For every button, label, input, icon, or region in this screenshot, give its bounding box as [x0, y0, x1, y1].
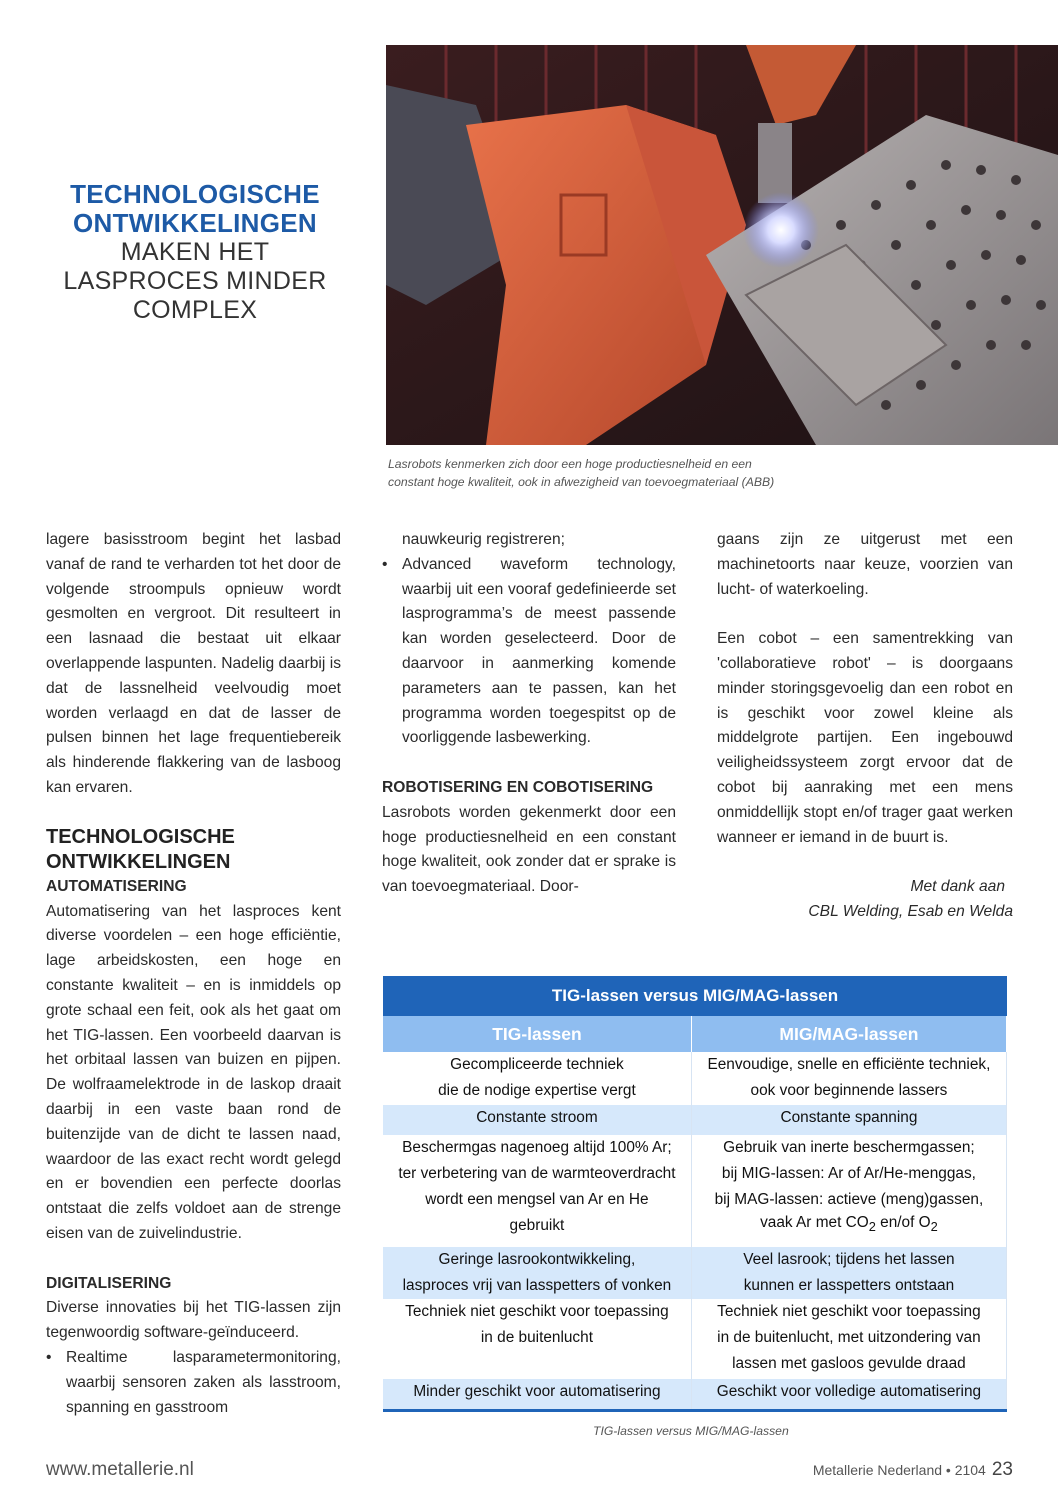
table-cell: [691, 1379, 1006, 1409]
table-cell: [691, 1299, 1006, 1379]
bullet-continuation: nauwkeurig registreren;: [402, 531, 565, 548]
table-header-mig: MIG/MAG-lassen: [691, 1016, 1006, 1052]
section-title: [46, 825, 341, 875]
table-row: [383, 1299, 1007, 1379]
cell-line-formula: vaak Ar met $CO_2$ en/of $O_2$: [760, 1214, 938, 1235]
headline-light-line: COMPLEX: [132, 296, 258, 324]
table-cell: [691, 1052, 1006, 1105]
photo-caption-line: constant hoge kwaliteit, ook in afwezigheid van toevoegmateriaal (ABB): [388, 475, 775, 489]
bullet-list: [382, 553, 676, 751]
robotisering-paragraph: Lasrobots worden gekenmerkt door een hoge productiesnelheid en een constant hoge kwaliteit, ook zonder dat er sprake is van toevoegmateriaal. Door-: [382, 803, 676, 896]
table-cell: [383, 1052, 691, 1105]
cell-line: lassen met gasloos gevulde draad: [732, 1355, 966, 1372]
cell-line: wordt een mengsel van Ar en He: [425, 1191, 649, 1208]
cell-line: Veel lasrook; tijdens het lassen: [743, 1251, 955, 1268]
cell-line: Minder geschikt voor automatisering: [413, 1383, 661, 1400]
table-cell: [691, 1105, 1006, 1135]
table-caption: TIG-lassen versus MIG/MAG-lassen: [593, 1424, 789, 1438]
table-cell: [383, 1135, 691, 1247]
cell-line: in de buitenlucht, met uitzondering van: [717, 1329, 981, 1346]
table-cell: [383, 1299, 691, 1379]
table-row: [383, 1135, 1007, 1247]
column-2: [382, 528, 676, 900]
table-cell: [383, 1247, 691, 1299]
cell-line: Geringe lasrookontwikkeling,: [438, 1251, 636, 1268]
cell-line: Constante spanning: [780, 1109, 918, 1126]
cell-line: ook voor beginnende lassers: [750, 1082, 948, 1099]
cell-line: die de nodige expertise vergt: [438, 1082, 636, 1099]
column-3: [717, 528, 1013, 925]
digitalisering-paragraph: Diverse innovaties bij het TIG-lassen zijn tegenwoordig software-geïnduceerd.: [46, 1299, 341, 1342]
cell-line: lasproces vrij van lasspetters of vonken: [402, 1277, 672, 1294]
headline-bold-line: TECHNOLOGISCHE: [70, 179, 320, 209]
cell-line: Constante stroom: [476, 1109, 598, 1126]
table-header-tig: TIG-lassen: [383, 1016, 691, 1052]
cell-line: in de buitenlucht: [480, 1329, 593, 1346]
cell-line: Eenvoudige, snelle en efficiënte techniek,: [707, 1056, 991, 1073]
cell-line: kunnen er lasspetters ontstaan: [743, 1277, 955, 1294]
table-row: [383, 1247, 1007, 1299]
digitalisering-heading: DIGITALISERING: [46, 1274, 172, 1292]
cell-line: gebruikt: [509, 1217, 565, 1234]
cell-line: Geschikt voor volledige automatisering: [716, 1383, 982, 1400]
headline-light-line: LASPROCES MINDER: [63, 267, 327, 295]
comparison-table: [383, 976, 1007, 1412]
cell-line: Gecompliceerde techniek: [450, 1056, 624, 1073]
headline-bold-line: ONTWIKKELINGEN: [73, 208, 317, 238]
cell-line: ter verbetering van de warmteoverdracht: [398, 1165, 676, 1182]
robotisering-heading: ROBOTISERING EN COBOTISERING: [382, 778, 654, 796]
welding-robot-photo: [386, 45, 1058, 445]
cell-line: Techniek niet geschikt voor toepassing: [717, 1303, 981, 1320]
cell-line: bij MIG-lassen: Ar of Ar/He-menggas,: [721, 1165, 976, 1182]
photo-caption: [388, 455, 888, 491]
magazine-issue: Metallerie Nederland • 2104: [812, 1462, 986, 1478]
table-bottom-rule: [383, 1409, 1007, 1412]
table-row: [383, 1379, 1007, 1409]
section-title-line: TECHNOLOGISCHE: [46, 825, 235, 848]
acknowledgement-line: CBL Welding, Esab en Welda: [808, 902, 1013, 920]
table-row: [383, 1052, 1007, 1105]
acknowledgement-line: Met dank aan: [910, 878, 1005, 896]
table-cell: [691, 1247, 1006, 1299]
page-number: 23: [991, 1459, 1013, 1480]
bullet-item: • Advanced waveform technology, waarbij uit een vooraf gedefinieerde set lasprogramma’s de meest passende kan worden geselecteerd. Door de daarvoor in aanmerking komende parameters aan te passen, kan het programma worden toegespitst op de voorliggende lasbewerking.: [382, 553, 676, 751]
automatisering-paragraph: Automatisering van het lasproces kent diverse voordelen – een hoge efficiëntie, lage arbeidskosten, een hoge en constante kwaliteit – en is inmiddels op grote schaal een feit, ook als het gaat om het TIG-lassen. Een voorbeeld daarvan is het orbitaal lassen van buizen en pijpen. De wolfraamelektrode in de laskop draait daarbij in een vaste baan rond de buitenzijde van de dicht te lassen naad, waardoor de las exact recht wordt gelegd en er bovendien een perfecte doorlas ontstaat die zelfs voldoet aan de strenge eisen van de zuivelindustrie.: [46, 902, 341, 1242]
cell-line: bij MAG-lassen: actieve (meng)gassen,: [714, 1191, 984, 1208]
table-cell: [383, 1105, 691, 1135]
bullet-list: [46, 1346, 341, 1420]
magazine-footer: [813, 1459, 1013, 1481]
bullet-item: • Realtime lasparametermonitoring, waarbij sensoren zaken als lasstroom, spanning en gasstroom: [46, 1346, 341, 1420]
section-title-line: ONTWIKKELINGEN: [46, 850, 231, 873]
acknowledgement: [717, 875, 1013, 925]
photo-caption-line: Lasrobots kenmerken zich door een hoge productiesnelheid en een: [388, 457, 752, 471]
table-row: [383, 1105, 1007, 1135]
table-title: TIG-lassen versus MIG/MAG-lassen: [383, 976, 1007, 1016]
automatisering-heading: AUTOMATISERING: [46, 877, 187, 895]
headline-light-line: MAKEN HET: [120, 238, 270, 266]
cell-line: Gebruik van inerte beschermgassen;: [723, 1139, 975, 1156]
website-link[interactable]: www.metallerie.nl: [46, 1459, 194, 1480]
table-cell: [383, 1379, 691, 1409]
intro-paragraph: lagere basisstroom begint het lasbad vanaf de rand te verharden tot het door de volgende stroompuls opnieuw wordt gesmolten en vergroot. Dit resulteert in een lasnaad die bestaat uit elkaar overlappende laspunten. Nadelig daarbij is dat de lassnelheid veelvoudig moet worden verlaagd en dat de lasser de pulsen binnen het lage frequentiebereik als hinderende flakkering van de lasboog kan ervaren.: [46, 531, 341, 796]
headline: [40, 180, 350, 325]
table-cell: [691, 1135, 1006, 1247]
column-1: [46, 528, 341, 1420]
cobot-intro-paragraph: gaans zijn ze uitgerust met een machinetoorts naar keuze, voorzien van lucht- of waterkoeling.: [717, 531, 1013, 598]
cell-line: Techniek niet geschikt voor toepassing: [405, 1303, 669, 1320]
cell-line: Beschermgas nagenoeg altijd 100% Ar;: [402, 1139, 672, 1156]
cobot-paragraph: Een cobot – een samentrekking van 'collaboratieve robot' – is doorgaans minder storingsgevoelig dan een robot en is geschikt voor zowel kleine als middelgrote partijen. Een ingebouwd veiligheidssysteem zorgt ervoor dat de cobot bij aanraking met een mens onmiddellijk stopt en/of trager gaat werken wanneer er iemand in de buurt is.: [717, 630, 1013, 846]
